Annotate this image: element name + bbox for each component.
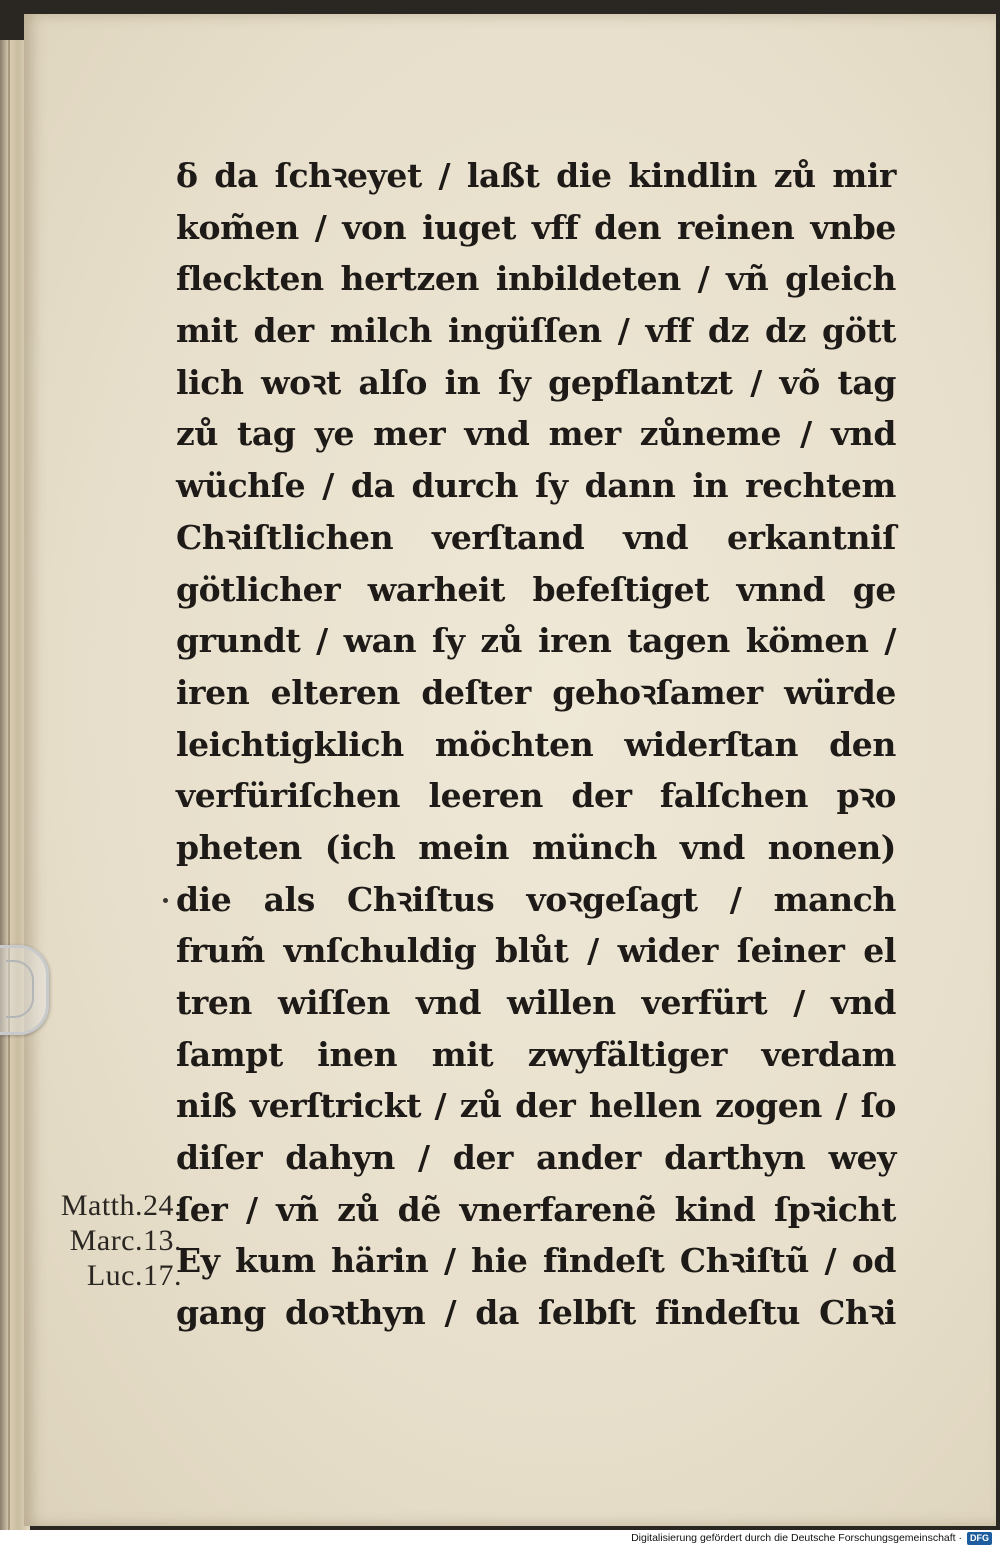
text-line: ſer / vñ zů dẽ vnerfarenẽ kind ſpꝛicht <box>176 1189 896 1229</box>
dfg-logo: DFG <box>967 1532 992 1545</box>
margin-references <box>22 1188 182 1293</box>
margin-reference: Luc.17. <box>86 1259 182 1292</box>
text-line: iren elteren deſter gehoꝛſamer würde <box>176 672 896 712</box>
text-line: ſampt inen mit zwyfältiger verdam <box>176 1034 896 1074</box>
paper-clip <box>0 945 49 1035</box>
text-line: Chꝛiſtlichen verſtand vnd erkantniſ <box>176 517 896 557</box>
body-text <box>176 150 896 1339</box>
text-line: die als Chꝛiſtus voꝛgeſagt / manch <box>176 879 896 919</box>
text-line: lich woꝛt alſo in ſy gepflantzt / võ tag <box>176 362 896 402</box>
text-line: wüchſe / da durch ſy dann in rechtem <box>176 466 896 506</box>
text-line: zů tag ye mer vnd mer zůneme / vnd <box>176 414 896 454</box>
margin-reference: Matth.24. <box>60 1189 182 1222</box>
text-line: diſer dahyn / der ander darthyn wey <box>176 1138 896 1178</box>
text-line: leichtigklich möchten widerſtan den <box>176 724 896 764</box>
text-line: kom̃en / von iuget vff den reinen vnbe <box>176 207 896 247</box>
text-line: grundt / wan ſy zů iren tagen kömen / <box>176 621 896 661</box>
text-line: frum̃ vnſchuldig blůt / wider ſeiner el <box>176 931 896 971</box>
text-line: Ey kum härin / hie findeſt Chꝛiſtũ / od <box>176 1241 896 1281</box>
text-line: tren wiſſen vnd willen verfürt / vnd <box>176 983 896 1022</box>
ink-dot <box>163 898 168 903</box>
text-line: fleckten hertzen inbildeten / vñ gleich <box>176 259 896 299</box>
footer-bar <box>0 1530 1000 1548</box>
text-line: verfüriſchen leeren der falſchen pꝛo <box>176 776 896 816</box>
text-line: niß verſtrickt / zů der hellen zogen / ſo <box>176 1086 896 1126</box>
funding-credit: Digitalisierung gefördert durch die Deutsche Forschungsgemeinschaft · <box>631 1532 962 1544</box>
text-line: ẟ da ſchꝛeyet / laßt die kindlin zů mir <box>176 156 896 195</box>
margin-reference: Marc.13. <box>69 1224 182 1257</box>
text-line: mit der milch ingüſſen / vff dz dz gött <box>176 311 896 351</box>
text-line: götlicher warheit befeſtiget vnnd ge <box>176 569 896 609</box>
text-line: pheten (ich mein münch vnd nonen) <box>176 827 896 867</box>
text-line: gang doꝛthyn / da ſelbſt findeſtu Chꝛi <box>176 1293 896 1333</box>
paper-clip-inner <box>6 960 34 1018</box>
